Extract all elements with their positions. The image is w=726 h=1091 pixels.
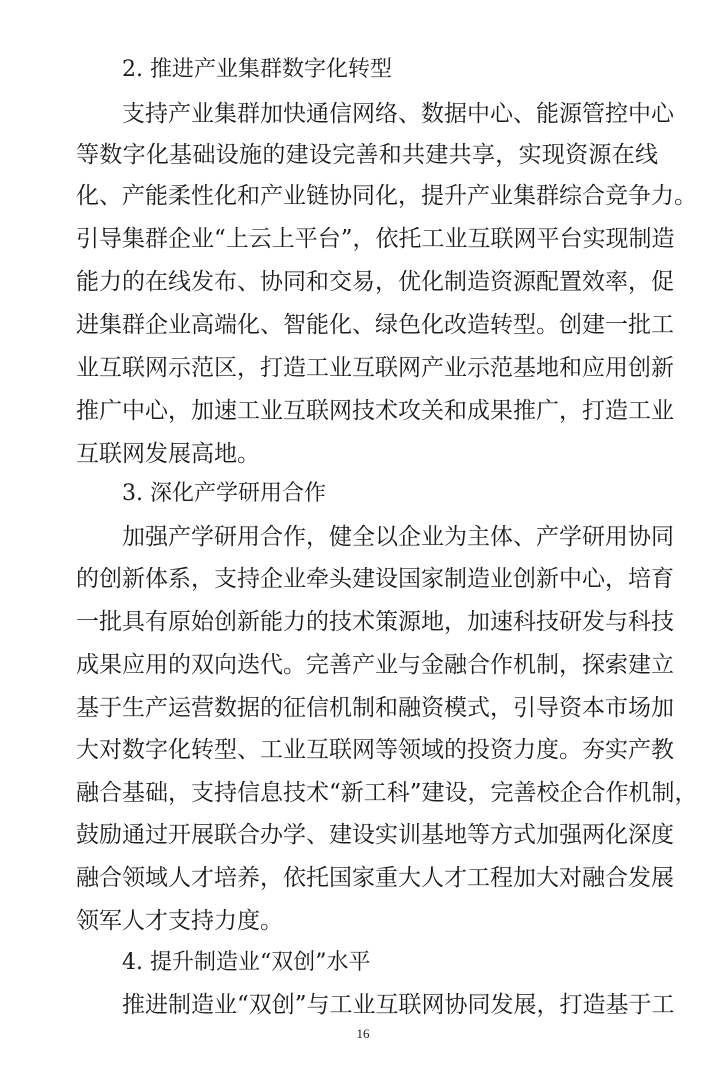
paragraph-line: 融合领域人才培养，依托国家重大人才工程加大对融合发展 — [76, 865, 674, 891]
paragraph-line: 支持产业集群加快通信网络、数据中心、能源管控中心 — [122, 101, 674, 127]
paragraph-line: 互联网发展高地。 — [76, 441, 260, 467]
page-number: 16 — [356, 1026, 370, 1041]
section-heading-4: 4. 提升制造业“双创”水平 — [122, 950, 371, 975]
paragraph-line: 的创新体系，支持企业牵头建设国家制造业创新中心，培育 — [76, 566, 674, 592]
paragraph-line: 推广中心，加速工业互联网技术攻关和成果推广，打造工业 — [76, 398, 674, 424]
paragraph-line: 化、产能柔性化和产业链协同化，提升产业集群综合竞争力。 — [76, 183, 697, 209]
paragraph-line: 加强产学研用合作，健全以企业为主体、产学研用协同 — [122, 524, 674, 550]
paragraph-line: 融合基础，支持信息技术“新工科”建设，完善校企合作机制， — [76, 780, 698, 806]
paragraph-line: 能力的在线发布、协同和交易，优化制造资源配置效率，促 — [76, 269, 674, 295]
paragraph-line: 一批具有原始创新能力的技术策源地，加速科技研发与科技 — [76, 609, 674, 635]
paragraph-line: 领军人才支持力度。 — [76, 908, 283, 934]
paragraph-line: 鼓励通过开展联合办学、建设实训基地等方式加强两化深度 — [76, 822, 674, 848]
paragraph-line: 引导集群企业“上云上平台”，依托工业互联网平台实现制造 — [76, 226, 675, 252]
paragraph-line: 基于生产运营数据的征信机制和融资模式，引导资本市场加 — [76, 695, 674, 721]
paragraph-line: 等数字化基础设施的建设完善和共建共享，实现资源在线 — [76, 142, 658, 168]
paragraph-line: 业互联网示范区，打造工业互联网产业示范基地和应用创新 — [76, 355, 674, 381]
section-heading-2: 2. 推进产业集群数字化转型 — [122, 57, 392, 82]
paragraph-line: 进集群企业高端化、智能化、绿色化改造转型。创建一批工 — [76, 312, 674, 338]
section-heading-3: 3. 深化产学研用合作 — [122, 481, 326, 506]
paragraph-line: 成果应用的双向迭代。完善产业与金融合作机制，探索建立 — [76, 652, 674, 678]
paragraph-line: 推进制造业“双创”与工业互联网协同发展，打造基于工 — [122, 992, 675, 1018]
paragraph-line: 大对数字化转型、工业互联网等领域的投资力度。夯实产教 — [76, 737, 674, 763]
